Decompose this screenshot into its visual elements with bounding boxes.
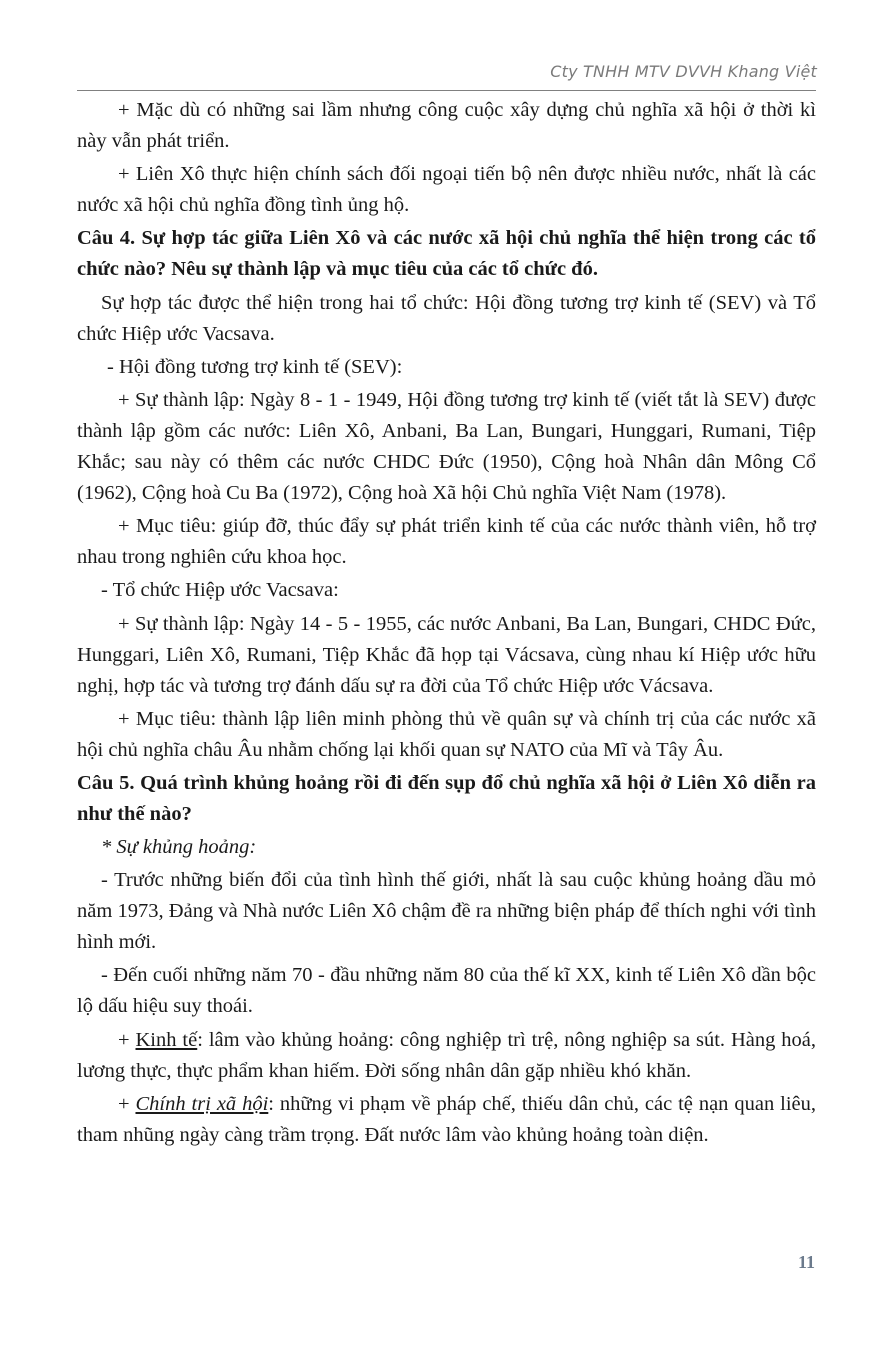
paragraph-rest: : lâm vào khủng hoảng: công nghiệp trì trệ, nông nghiệp sa sút. Hàng hoá, lương thực, thực phẩm khan hiếm. Đời sống nhân dân gặp nhiều khó khăn.: [77, 1028, 817, 1082]
paragraph: - Đến cuối những năm 70 - đầu những năm 80 của thế kĩ XX, kinh tế Liên Xô dần bộc lộ dấu hiệu suy thoái.: [77, 964, 816, 1018]
paragraph: + Mục tiêu: giúp đỡ, thúc đẩy sự phát triển kinh tế của các nước thành viên, hỗ trợ nhau trong nghiên cứu khoa học.: [77, 515, 816, 569]
paragraph: + Liên Xô thực hiện chính sách đối ngoại tiến bộ nên được nhiều nước, nhất là các nước xã hội chủ nghĩa đồng tình ủng hộ.: [77, 163, 816, 217]
paragraph: + Mặc dù có những sai lầm nhưng công cuộc xây dựng chủ nghĩa xã hội ở thời kì này vẫn phát triển.: [77, 99, 816, 152]
paragraph: - Hội đồng tương trợ kinh tế (SEV):: [107, 355, 403, 378]
question-heading: Câu 5. Quá trình khủng hoảng rồi đi đến sụp đổ chủ nghĩa xã hội ở Liên Xô diễn ra như thế nào?: [77, 771, 816, 825]
subheading: * Sự khủng hoảng:: [101, 836, 257, 859]
header-divider: [77, 90, 816, 91]
paragraph-rest: : những vi phạm về pháp chế, thiếu dân chủ, các tệ nạn quan liêu, tham nhũng ngày càng trầm trọng. Đất nước lâm vào khủng hoảng toàn diện.: [77, 1092, 816, 1146]
paragraph: [77, 1089, 816, 1151]
question-heading: Câu 4. Sự hợp tác giữa Liên Xô và các nước xã hội chủ nghĩa thể hiện trong các tổ chức nào? Nêu sự thành lập và mục tiêu của các tổ chức đó.: [77, 227, 816, 281]
paragraph: + Sự thành lập: Ngày 8 - 1 - 1949, Hội đồng tương trợ kinh tế (viết tắt là SEV) được thành lập gồm các nước: Liên Xô, Anbani, Ba Lan, Bungari, Hunggari, Rumani, Tiệp Khắc; sau này có thêm các nước CHDC Đức (1950), Cộng hoà Nhân dân Mông Cổ (1962), Cộng hoà Cu Ba (1972), Cộng hoà Xã hội Chủ nghĩa Việt Nam (1978).: [77, 388, 816, 504]
paragraph: [77, 1025, 816, 1087]
paragraph: + Sự thành lập: Ngày 14 - 5 - 1955, các nước Anbani, Ba Lan, Bungari, CHDC Đức, Hunggari, Liên Xô, Rumani, Tiệp Khắc đã họp tại Vácsava, cùng nhau kí Hiệp ước hữu nghị, hợp tác và tương trợ đánh dấu sự ra đời của Tổ chức Hiệp ước Vácsava.: [77, 612, 816, 697]
paragraph: + Mục tiêu: thành lập liên minh phòng thủ về quân sự và chính trị của các nước xã hội chủ nghĩa châu Âu nhằm chống lại khối quan sự NATO của Mĩ và Tây Âu.: [77, 707, 816, 761]
running-header: Cty TNHH MTV DVVH Khang Việt: [550, 62, 817, 81]
paragraph: - Trước những biến đổi của tình hình thế giới, nhất là sau cuộc khủng hoảng dầu mỏ năm 1973, Đảng và Nhà nước Liên Xô chậm đề ra những biện pháp để thích nghi với tình hình mới.: [77, 869, 816, 954]
paragraph: - Tổ chức Hiệp ước Vacsava:: [101, 579, 339, 602]
bullet-prefix: +: [118, 1028, 136, 1051]
underlined-term: Chính trị xã hội: [135, 1092, 269, 1115]
bullet-prefix: +: [118, 1092, 136, 1115]
page-number: 11: [797, 1252, 815, 1272]
underlined-term: Kinh tế: [135, 1028, 198, 1051]
paragraph: Sự hợp tác được thể hiện trong hai tổ chức: Hội đồng tương trợ kinh tế (SEV) và Tổ chức Hiệp ước Vacsava.: [77, 291, 816, 345]
page-body: [77, 95, 816, 1153]
